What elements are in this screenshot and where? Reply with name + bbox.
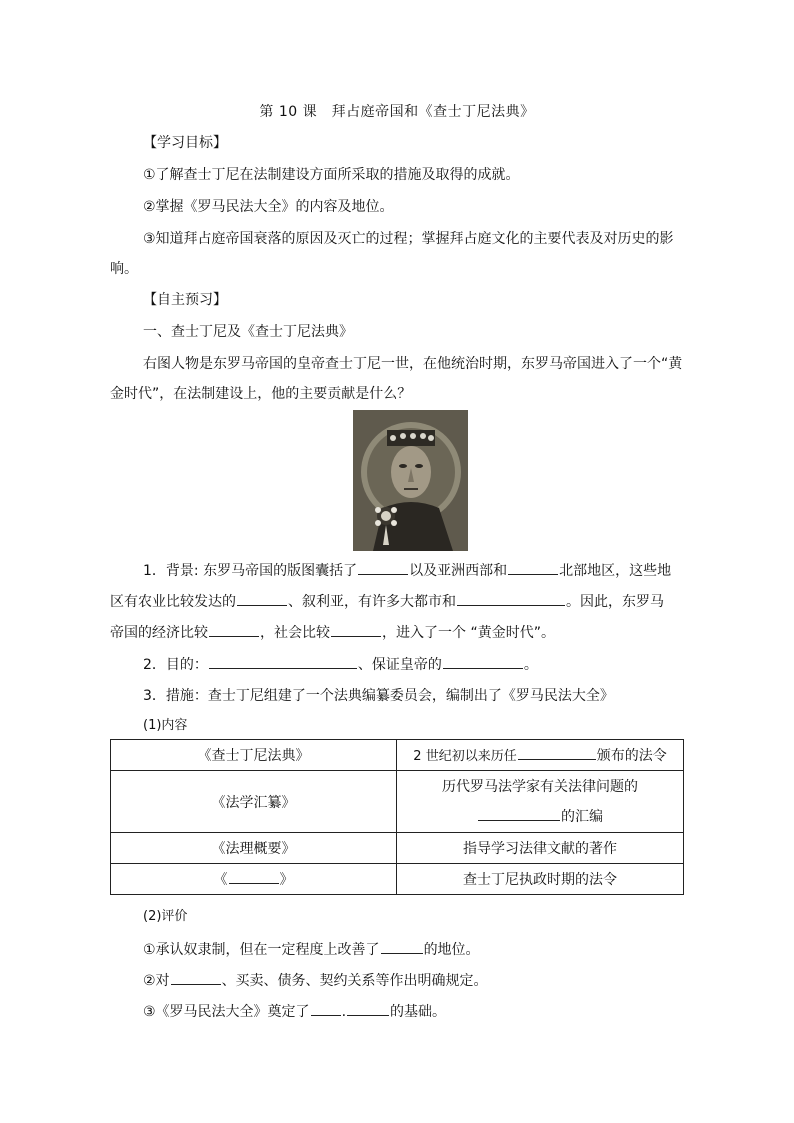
evaluation-label: (2)评价 [143,909,188,924]
fill-blank[interactable] [209,622,259,637]
fill-blank[interactable] [171,970,221,985]
measure-line: 3．措施：查士丁尼组建了一个法典编纂委员会，编制出了《罗马民法大全》 [143,688,614,704]
table-row [111,864,684,895]
table-row [111,833,684,864]
table-cell: 指导学习法律文献的著作 [397,833,684,864]
objective-3-cont: 响。 [110,261,138,277]
fill-blank[interactable] [518,745,596,760]
evaluation-2: ②对 、买卖、债务、契约关系等作出明确规定。 [143,970,488,991]
justinian-portrait-drawing [353,410,468,551]
fill-blank[interactable] [443,654,523,669]
fill-blank[interactable] [311,1001,341,1016]
purpose-line: 2．目的： 、保证皇帝的 。 [143,654,538,675]
table-cell: 查士丁尼执政时期的法令 [397,864,684,895]
fill-blank[interactable] [347,1001,389,1016]
table-cell: 《法学汇纂》 [111,771,397,833]
fill-blank[interactable] [358,560,408,575]
fill-blank[interactable] [209,654,357,669]
table-cell: 历代罗马法学家有关法律问题的 的汇编 [397,771,684,833]
intro-line-2: 金时代”，在法制建设上，他的主要贡献是什么？ [110,386,412,402]
table-cell: 《查士丁尼法典》 [111,740,397,771]
fill-blank[interactable] [237,591,287,606]
section-1-heading: 一、查士丁尼及《查士丁尼法典》 [143,324,353,340]
background-line-3: 帝国的经济比较 ，社会比较 ，进入了一个 “黄金时代”。 [110,622,555,643]
table-cell: 2 世纪初以来历任 颁布的法令 [397,740,684,771]
background-line-1: 1．背景: 东罗马帝国的版图囊括了 以及亚洲西部和 北部地区，这些地 [143,560,671,581]
fill-blank[interactable] [457,591,565,606]
fill-blank[interactable] [381,939,423,954]
objective-3: ③知道拜占庭帝国衰落的原因及灭亡的过程；掌握拜占庭文化的主要代表及对历史的影 [143,231,674,247]
table-row [111,740,684,771]
background-line-2: 区有农业比较发达的 、叙利亚，有许多大都市和 。因此，东罗马 [110,591,664,612]
fill-blank[interactable] [331,622,381,637]
fill-blank[interactable] [229,869,279,884]
fill-blank[interactable] [478,806,560,821]
objective-2: ②掌握《罗马民法大全》的内容及地位。 [143,199,394,215]
objectives-heading: 【学习目标】 [143,135,227,151]
code-content-table [110,739,684,895]
preview-heading: 【自主预习】 [143,292,227,308]
table-row [111,771,684,833]
evaluation-3: ③《罗马民法大全》奠定了 . 的基础。 [143,1001,446,1022]
objective-1: ①了解查士丁尼在法制建设方面所采取的措施及取得的成就。 [143,167,520,183]
evaluation-1: ①承认奴隶制，但在一定程度上改善了 的地位。 [143,939,480,960]
fill-blank[interactable] [508,560,558,575]
lesson-title: 第 10 课 拜占庭帝国和《查士丁尼法典》 [259,104,535,120]
intro-line-1: 右图人物是东罗马帝国的皇帝查士丁尼一世，在他统治时期，东罗马帝国进入了一个“黄 [143,356,683,372]
justinian-mosaic-image [353,410,468,551]
table-cell: 《法理概要》 [111,833,397,864]
table-cell: 《 》 [111,864,397,895]
content-label: (1)内容 [143,718,188,733]
